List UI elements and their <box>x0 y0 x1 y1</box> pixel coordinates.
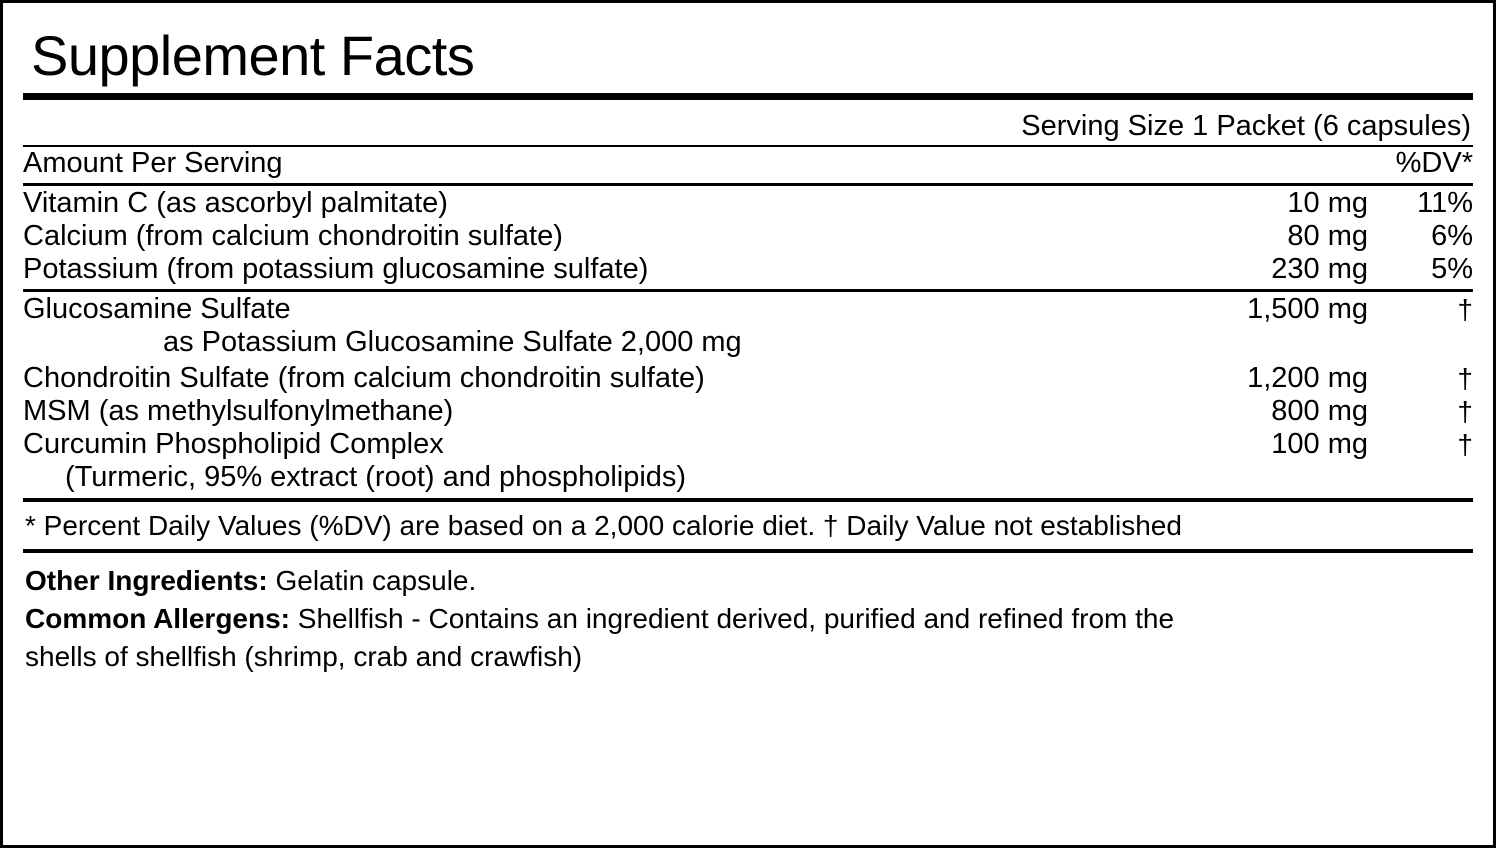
other-ingredients-line <box>25 563 1473 599</box>
nutrient-dv: 6% <box>1431 220 1473 252</box>
other-ingredients-label: Other Ingredients: <box>25 565 268 596</box>
nutrient-name: Glucosamine Sulfate <box>23 293 291 325</box>
section-divider <box>23 286 1473 293</box>
serving-size-text: Serving Size 1 Packet (6 capsules) <box>1021 110 1471 142</box>
supplement-facts-inner <box>3 3 1493 675</box>
nutrient-amount: 80 mg <box>1287 220 1368 252</box>
nutrient-dv: 5% <box>1431 253 1473 285</box>
nutrient-name: Curcumin Phospholipid Complex <box>23 428 444 460</box>
other-ingredients-text: Gelatin capsule. <box>275 565 477 596</box>
nutrition-table <box>23 147 1473 498</box>
nutrient-subname: as Potassium Glucosamine Sulfate 2,000 mg <box>163 326 742 358</box>
nutrient-amount <box>1174 461 1368 498</box>
amount-header-spacer <box>1174 147 1368 180</box>
nutrient-name: MSM (as methylsulfonylmethane) <box>23 395 454 427</box>
nutrient-dv: † <box>1457 294 1473 325</box>
nutrient-amount: 230 mg <box>1271 253 1368 285</box>
table-row <box>23 428 1473 461</box>
nutrient-amount: 100 mg <box>1271 428 1368 460</box>
bottom-info-block <box>23 553 1473 675</box>
nutrient-name: Chondroitin Sulfate (from calcium chondroitin sulfate) <box>23 362 705 394</box>
nutrient-amount: 1,500 mg <box>1247 293 1368 325</box>
nutrient-dv <box>1368 461 1473 498</box>
table-row <box>23 293 1473 326</box>
page-title: Supplement Facts <box>31 24 475 87</box>
daily-value-footnote: * Percent Daily Values (%DV) are based on a 2,000 calorie diet. † Daily Value not established <box>25 510 1182 541</box>
allergens-text-line1: Shellfish - Contains an ingredient derived, purified and refined from the <box>297 603 1175 634</box>
table-row <box>23 253 1473 286</box>
table-section-divider-row <box>23 286 1473 293</box>
allergens-text-line2: shells of shellfish (shrimp, crab and crawfish) <box>25 641 583 672</box>
table-row <box>23 395 1473 428</box>
nutrient-dv: 11% <box>1417 187 1473 219</box>
nutrient-dv: † <box>1457 396 1473 427</box>
table-row <box>23 187 1473 220</box>
allergens-line <box>25 601 1473 637</box>
nutrient-name: Calcium (from calcium chondroitin sulfate) <box>23 220 563 252</box>
table-header-divider-row <box>23 180 1473 187</box>
nutrient-dv <box>1368 326 1473 362</box>
nutrient-name: Potassium (from potassium glucosamine sulfate) <box>23 253 649 285</box>
nutrient-amount: 800 mg <box>1271 395 1368 427</box>
nutrient-name: Vitamin C (as ascorbyl palmitate) <box>23 187 448 219</box>
nutrient-amount <box>1174 326 1368 362</box>
nutrient-amount: 10 mg <box>1287 187 1368 219</box>
dv-header: %DV* <box>1395 147 1473 179</box>
nutrient-dv: † <box>1457 429 1473 460</box>
nutrient-dv: † <box>1457 363 1473 394</box>
table-subrow <box>23 326 1473 362</box>
table-subrow <box>23 461 1473 498</box>
table-header-row <box>23 147 1473 180</box>
nutrient-amount: 1,200 mg <box>1247 362 1368 394</box>
allergens-label: Common Allergens: <box>25 603 290 634</box>
table-row <box>23 362 1473 395</box>
header-divider <box>23 180 1473 187</box>
amount-per-serving-header: Amount Per Serving <box>23 147 283 179</box>
allergens-line-2 <box>25 639 1473 675</box>
title-divider <box>23 93 1473 100</box>
nutrient-subname: (Turmeric, 95% extract (root) and phospholipids) <box>65 461 687 493</box>
table-row <box>23 220 1473 253</box>
